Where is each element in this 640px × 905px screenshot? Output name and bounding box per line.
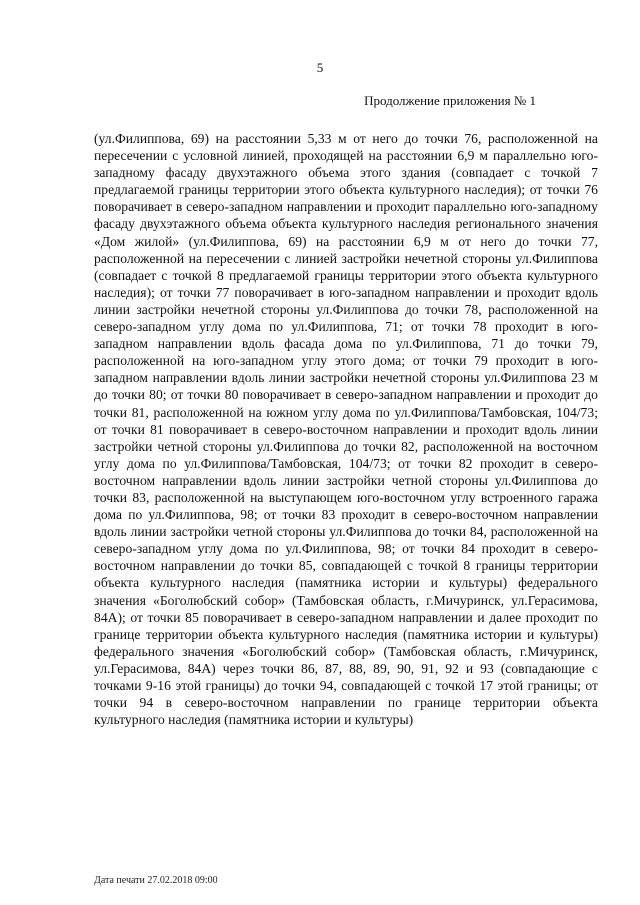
- appendix-continuation-label: Продолжение приложения № 1: [364, 93, 536, 108]
- body-paragraph: (ул.Филиппова, 69) на расстоянии 5,33 м от него до точки 76, расположенной на пересечении с условной линией, проходящей на расстоянии 6,9 м параллельно юго-западному фасаду двухэтажного объема этого здания (совпадает с точкой 7 предлагаемой границы территории этого объекта культурного наследия); от точки 76 поворачивает в северо-западном направлении и проходит параллельно юго-западному фасаду двухэтажного объема объекта культурного наследия регионального значения «Дом жилой» (ул.Филиппова, 69) на расстоянии 6,9 м от него до точки 77, расположенной на пересечении с линией застройки нечетной стороны ул.Филиппова (совпадает с точкой 8 предлагаемой границы территории этого объекта культурного наследия); от точки 77 поворачивает в юго-западном направлении и проходит вдоль линии застройки нечетной стороны ул.Филиппова до точки 78, расположенной на северо-западном углу дома по ул.Филиппова, 71; от точки 78 проходит в юго-западном направлении вдоль фасада дома по ул.Филиппова, 71 до точки 79, расположенной на юго-западном углу этого дома; от точки 79 проходит в юго-западном направлении вдоль линии застройки нечетной стороны ул.Филиппова 23 м до точки 80; от точки 80 поворачивает в северо-западном направлении и проходит до точки 81, расположенной на южном углу дома по ул.Филиппова/Тамбовская, 104/73; от точки 81 поворачивает в северо-восточном направлении и проходит вдоль линии застройки четной стороны ул.Филиппова до точки 82, расположенной на восточном углу дома по ул.Филиппова/Тамбовская, 104/73; от точки 82 проходит в северо-восточном направлении вдоль линии застройки четной стороны ул.Филиппова до точки 83, расположенной на выступающем юго-восточном углу встроенного гаража дома по ул.Филиппова, 98; от точки 83 проходит в северо-восточном направлении вдоль линии застройки четной стороны ул.Филиппова до точки 84, расположенной на северо-западном углу дома по ул.Филиппова, 98; от точки 84 проходит в северо-восточном направлении до точки 85, совпадающей с точкой 8 границы территории объекта культурного наследия (памятника истории и культуры) федерального значения «Боголюбский собор» (Тамбовская область, г.Мичуринск, ул.Герасимова, 84А); от точки 85 поворачивает в северо-западном направлении и далее проходит по границе территории объекта культурного наследия (памятника истории и культуры) федерального значения «Боголюбский собор» (Тамбовская область, г.Мичуринск, ул.Герасимова, 84А) через точки 86, 87, 88, 89, 90, 91, 92 и 93 (совпадающие с точками 9-16 этой границы) до точки 94, совпадающей с точкой 17 этой границы; от точки 94 в северо-восточном направлении по границе территории объекта культурного наследия (памятника истории и культуры): [94, 131, 598, 728]
- print-date: Дата печати 27.02.2018 09:00: [94, 875, 218, 886]
- page-number: 5: [316, 60, 324, 75]
